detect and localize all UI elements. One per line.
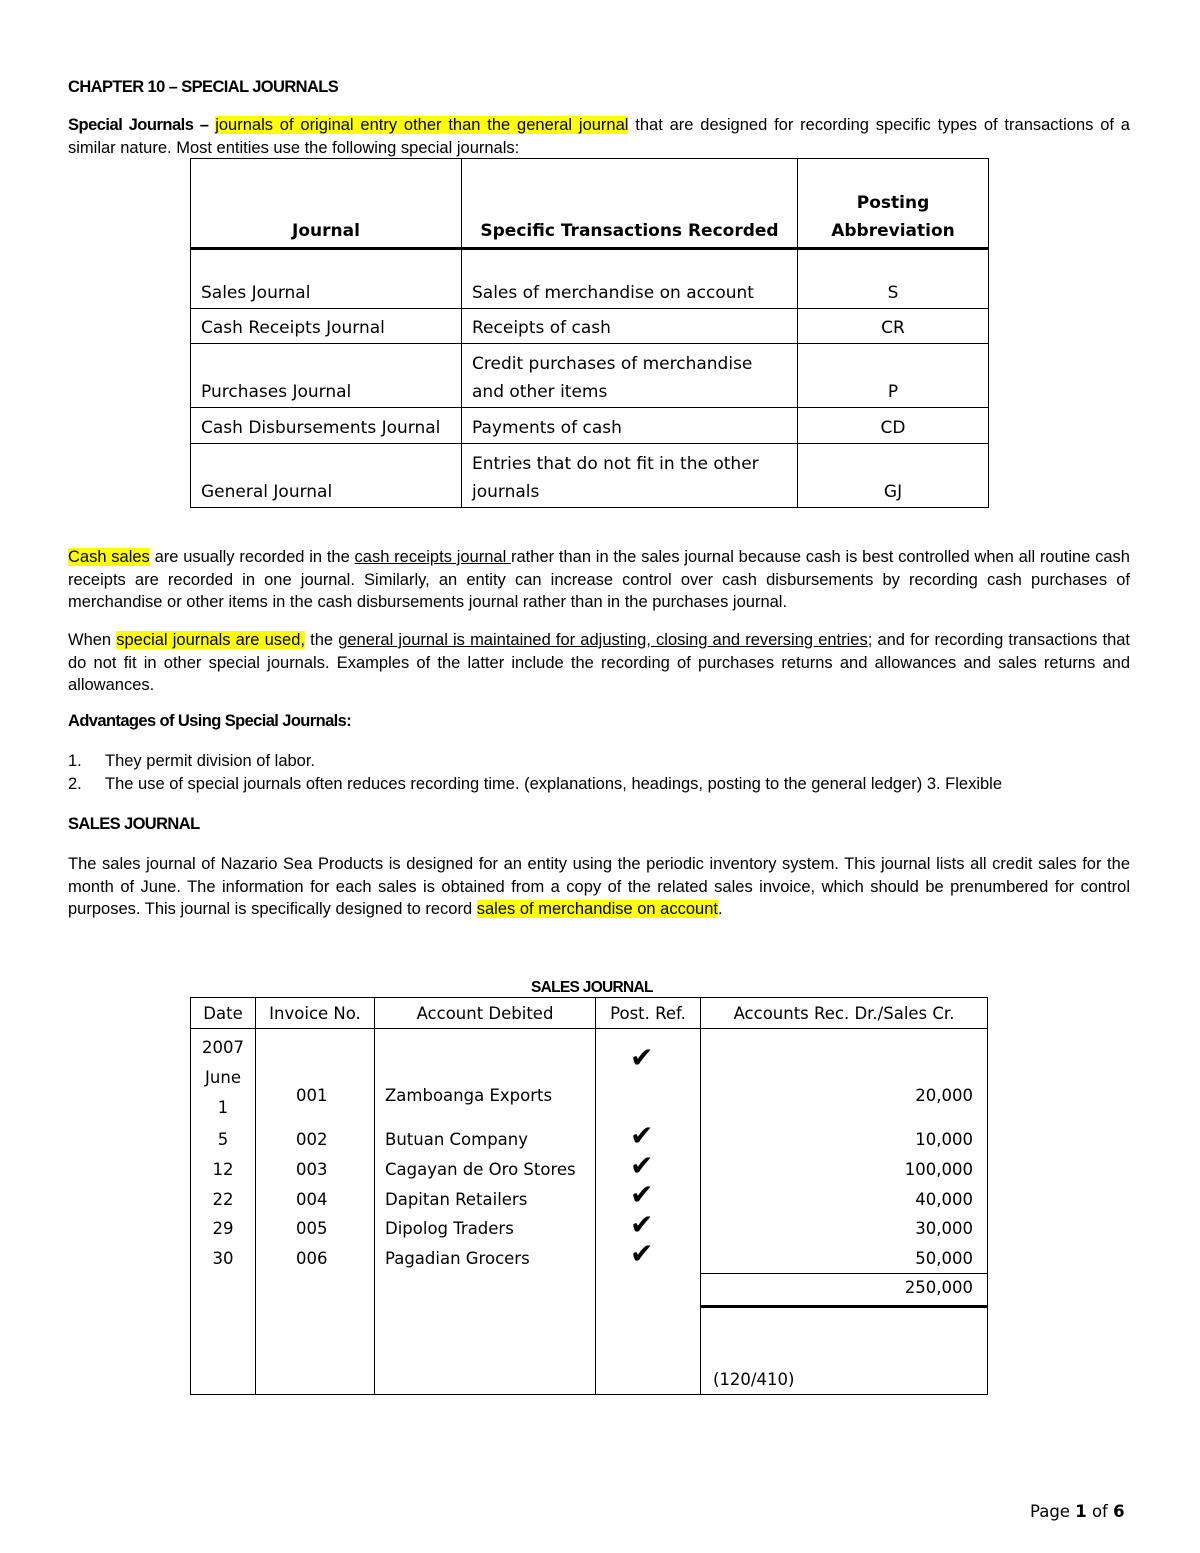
month-cell: June [205,1068,241,1087]
invoice-cell: 006 [296,1249,328,1268]
amount-cell: 100,000 [904,1160,973,1179]
double-rule [701,1305,987,1308]
journal-name: Cash Receipts Journal [191,309,462,344]
day-cell: 1 [217,1098,229,1117]
text-span: are usually recorded in the [149,548,355,566]
journal-abbr: CD [798,408,989,444]
cash-receipts-underline: cash receipts journal [354,548,512,566]
journals-table [190,158,989,508]
chapter-title: CHAPTER 10 – SPECIAL JOURNALS [68,78,339,96]
journal-transactions [462,444,798,508]
advantages-heading: Advantages of Using Special Journals: [68,712,352,730]
account-column [375,1029,596,1395]
journal-abbr: S [798,249,989,309]
check-icon: ✔ [630,1041,654,1074]
sales-journal-title: SALES JOURNAL [531,979,653,996]
text-span: When [68,631,117,649]
amount-cell: 40,000 [915,1190,973,1209]
check-icon: ✔ [630,1208,654,1241]
account-cell: Butuan Company [385,1130,529,1149]
page-footer [1030,1502,1125,1521]
day-cell: 5 [217,1130,229,1149]
check-icon: ✔ [630,1237,654,1270]
day-cell: 29 [212,1219,234,1238]
table-row [191,309,989,344]
journal-abbr: CR [798,309,989,344]
footer-total-pages: 6 [1113,1502,1125,1521]
intro-definition: journals of original entry other than the general journal [215,116,629,134]
journal-transactions: Sales of merchandise on account [462,249,798,309]
text-span: The sales journal of Nazario Sea Products is designed for an entity using the periodic inventory system. This journal lists all credit sales for the month of June. The information for each sales is obtained from a copy of the related sales invoice, which should be prenumbered for control purposes. This journal is specifically designed to record [68,855,1130,918]
footer-page-label: Page [1030,1502,1070,1521]
text-span: rather than in the sales journal because cash is best controlled when all routine cash receipts are recorded in one journal. Similarly, an entity can increase control over cash disbursements by recording cash purchases of merchandise or other items in the cash disbursements journal rather than in the purchases journal. [68,548,1130,611]
post-ref-column [596,1029,701,1395]
advantages-list [68,750,1130,795]
account-cell: Dapitan Retailers [385,1190,528,1209]
table-row [191,444,989,508]
header-date: Date [191,998,256,1029]
year-cell: 2007 [202,1038,244,1057]
journal-transactions: Payments of cash [462,408,798,444]
amount-cell: 50,000 [915,1249,973,1268]
intro-rest: that are designed for recording specific types of transactions of a similar nature. Most entities use the following special journals: [68,116,1130,157]
amount-column [701,1029,988,1395]
journal-name: General Journal [191,444,462,508]
header-account: Account Debited [375,998,596,1029]
special-journals-paragraph [68,629,1130,697]
day-cell: 22 [212,1190,234,1209]
table-row [191,344,989,408]
table-row [191,408,989,444]
journal-abbr: GJ [798,444,989,508]
header-transactions: Specific Transactions Recorded [462,159,798,249]
header-journal: Journal [191,159,462,249]
journal-name: Purchases Journal [191,344,462,408]
header-posting-abbreviation [798,159,989,249]
list-item-text: The use of special journals often reduces recording time. (explanations, headings, posting to the general ledger) 3. Flexible [105,774,1003,793]
journal-transactions: Receipts of cash [462,309,798,344]
invoice-cell: 001 [296,1086,328,1105]
invoice-column [256,1029,375,1395]
intro-paragraph [68,114,1130,159]
header-posting: Posting [856,193,930,213]
footer-of-label: of [1091,1502,1108,1521]
account-cell: Dipolog Traders [385,1219,514,1238]
transactions-line: and other items [472,382,608,402]
header-amount: Accounts Rec. Dr./Sales Cr. [701,998,988,1029]
list-item-text: They permit division of labor. [105,752,316,770]
transactions-line: journals [472,482,540,502]
invoice-cell: 004 [296,1190,328,1209]
journal-name: Cash Disbursements Journal [191,408,462,444]
intro-term: Special Journals – [68,116,209,134]
check-icon: ✔ [630,1149,654,1182]
header-abbreviation: Abbreviation [831,221,955,241]
account-cell: Cagayan de Oro Stores [385,1160,576,1179]
list-item [68,773,1130,796]
check-icon: ✔ [630,1119,654,1152]
special-journals-highlight: special journals are used, [116,631,305,649]
cash-sales-highlight: Cash sales [68,548,150,566]
header-invoice: Invoice No. [256,998,375,1029]
list-marker: 1. [68,752,82,770]
general-journal-underline: general journal is maintained for adjusting, closing and reversing entries [338,631,868,649]
account-cell: Pagadian Grocers [385,1249,530,1268]
transactions-line: Credit purchases of merchandise [472,354,753,374]
journal-name: Sales Journal [191,249,462,309]
table-row [191,249,989,309]
date-column [191,1029,256,1395]
sales-on-account-highlight: sales of merchandise on account [476,900,718,918]
amount-cell: 30,000 [915,1219,973,1238]
day-cell: 30 [212,1249,234,1268]
header-post-ref: Post. Ref. [596,998,701,1029]
invoice-cell: 003 [296,1160,328,1179]
journal-transactions [462,344,798,408]
posting-reference: (120/410) [713,1370,795,1389]
list-item [68,750,1130,773]
day-cell: 12 [212,1160,234,1179]
account-cell: Zamboanga Exports [385,1086,553,1105]
text-span: ; and for recording transactions that do not fit in other special journals. Examples of the latter include the recording of purchases returns and allowances and sales returns and allowances. [68,631,1131,694]
total-cell: 250,000 [904,1278,973,1297]
journal-abbr: P [798,344,989,408]
invoice-cell: 002 [296,1130,328,1149]
amount-cell: 10,000 [915,1130,973,1149]
cash-sales-paragraph [68,546,1130,614]
footer-page-number: 1 [1075,1502,1087,1521]
list-marker: 2. [68,774,82,793]
sales-journal-table [190,997,988,1395]
amount-cell: 20,000 [915,1086,973,1105]
sales-journal-paragraph [68,853,1130,921]
text-span: . [717,900,723,918]
sales-journal-heading: SALES JOURNAL [68,815,200,833]
text-span: the [304,631,339,649]
transactions-line: Entries that do not fit in the other [472,454,759,474]
invoice-cell: 005 [296,1219,328,1238]
check-icon: ✔ [630,1178,654,1211]
